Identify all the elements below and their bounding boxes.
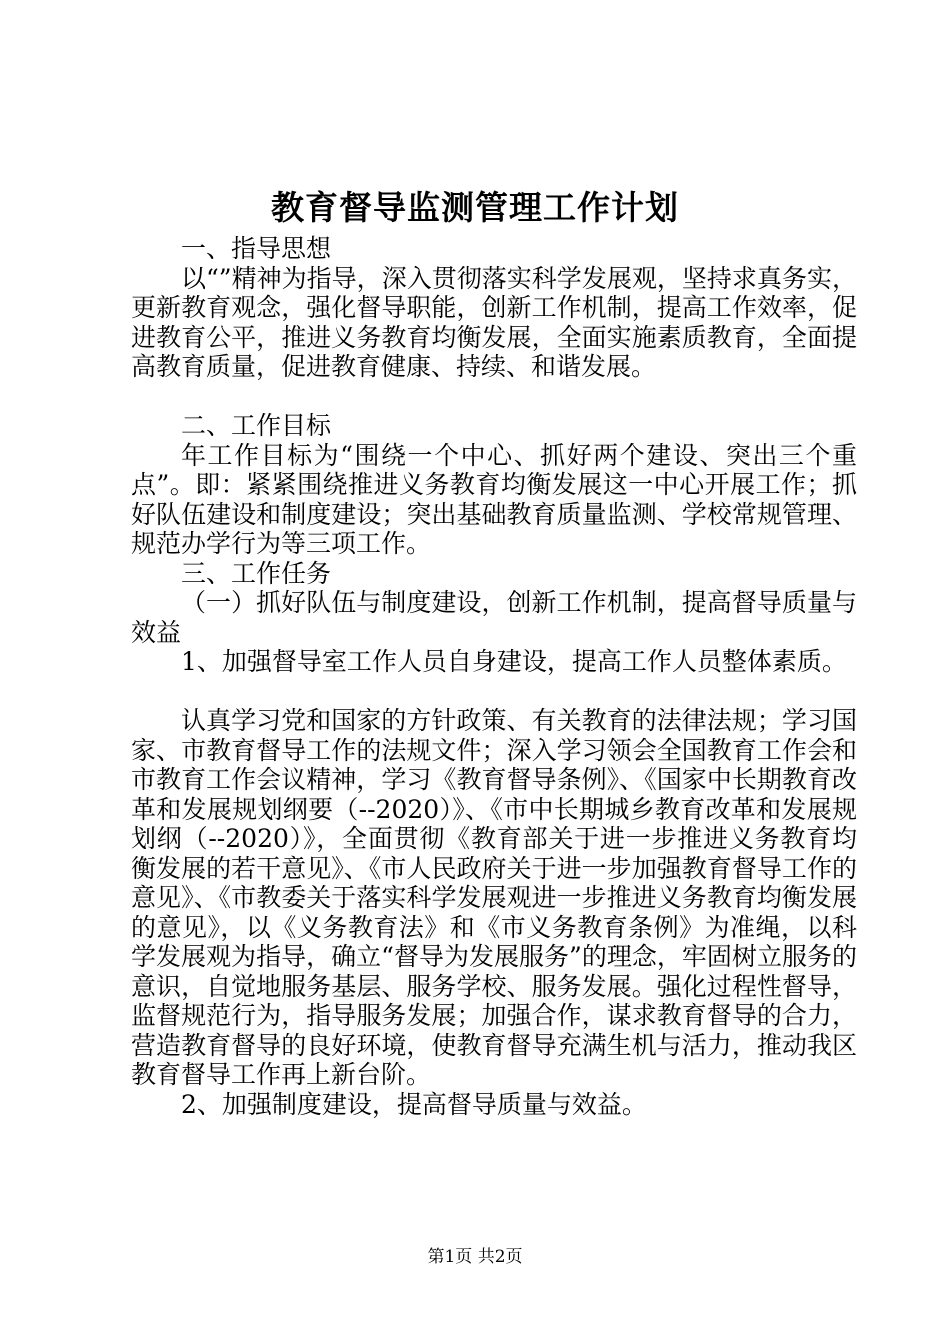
section-heading-work-tasks: 三、工作任务: [181, 558, 332, 588]
paragraph-gap: [131, 677, 857, 707]
page-footer: 第1页 共2页: [427, 1247, 523, 1267]
paragraph-work-goals: 年工作目标为“围绕一个中心、抓好两个建设、突出三个重点”。即：紧紧围绕推进义务教育均衡发展这一中心开展工作；抓好队伍建设和制度建设；突出基础教育质量监测、学校常规管理、规范办学行为等三项工作。: [131, 440, 857, 558]
paragraph-study-policies: 认真学习党和国家的方针政策、有关教育的法律法规；学习国家、市教育督导工作的法规文件；深入学习领会全国教育工作会和市教育工作会议精神，学习《教育督导条例》、《国家中长期教育改革和发展规划纲要（--2020）》、《市中长期城乡教育改革和发展规划纲（--2020）》，全面贯彻《教育部关于进一步推进义务教育均衡发展的若干意见》、《市人民政府关于进一步加强教育督导工作的意见》、《市教委关于落实科学发展观进一步推进义务教育均衡发展的意见》，以《义务教育法》和《市义务教育条例》为准绳，以科学发展观为指导，确立“督导为发展服务”的理念，牢固树立服务的意识，自觉地服务基层、服务学校、服务发展。强化过程性督导，监督规范行为，指导服务发展；加强合作，谋求教育督导的合力，营造教育督导的良好环境，使教育督导充满生机与活力，推动我区教育督导工作再上新台阶。: [131, 706, 857, 1089]
paragraph-guiding-ideology: 以“”精神为指导，深入贯彻落实科学发展观，坚持求真务实，更新教育观念，强化督导职能，创新工作机制，提高工作效率，促进教育公平，推进义务教育均衡发展，全面实施素质教育，全面提高教育质量，促进教育健康、持续、和谐发展。: [131, 263, 857, 381]
item-heading-system-building: 2、加强制度建设，提高督导质量与效益。: [181, 1089, 647, 1119]
section-heading-guiding-ideology: 一、指导思想: [181, 234, 332, 263]
paragraph-gap: [131, 382, 857, 412]
subsection-heading-team-building: （一）抓好队伍与制度建设，创新工作机制，提高督导质量与效益: [131, 588, 857, 647]
document-title: 教育督导监测管理工作计划: [271, 188, 679, 227]
item-heading-self-building: 1、加强督导室工作人员自身建设，提高工作人员整体素质。: [181, 647, 847, 676]
section-heading-work-goals: 二、工作目标: [181, 411, 332, 440]
document-body: [131, 234, 857, 1119]
